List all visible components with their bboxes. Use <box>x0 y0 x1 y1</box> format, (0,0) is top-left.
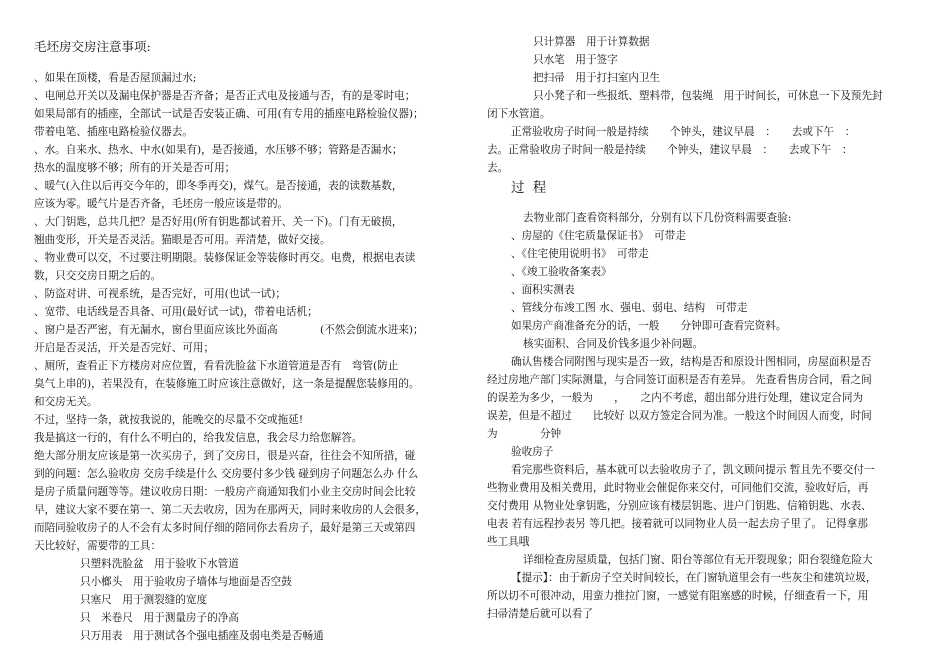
list-item: 、房屋的《住宅质量保证书》 可带走 <box>511 230 686 242</box>
list-item: 、管线分布竣工图 水、强电、弱电、结构 可带走 <box>511 302 748 314</box>
tool-item: 只万用表 用于测试各个强电插座及弱电类是否畅通 <box>80 630 324 642</box>
tool-item: 只塑料洗脸盆 用于验收下水管道 <box>80 558 239 570</box>
text-line: 是房子质量问题等等。建议收房日期：一般房产商通知我们小业主交房时间会比较 <box>34 486 416 498</box>
tool-item: 把扫帚 用于打扫室内卫生 <box>533 72 661 84</box>
text-line: 闭下水管道。 <box>487 108 551 120</box>
text-line: 不过，坚持一条，就按我说的，能晚交的尽量不交或拖延! <box>34 414 304 426</box>
text-line: 些工具哦 <box>487 536 530 548</box>
text-line: 为 分钟 <box>487 428 562 440</box>
text-line: 经过房地产部门实际测量，与合同签订面积是否有差异。 先查看售房合同，看之间 <box>487 374 872 386</box>
text-line: 数，只交交房日期之后的。 <box>34 270 162 282</box>
text-line: 天比较好，需要带的工具： <box>34 540 162 552</box>
text-line: 交付费用 从物业处拿钥匙，分别应该有楼层钥匙、进户门钥匙、信箱钥匙、水表、 <box>487 500 872 512</box>
text-line: 翘曲变形，开关是否灵活。猫眼是否可用。弄清楚，做好交接。 <box>34 234 331 246</box>
text-line: 开启是否灵活，开关是否完好、可用； <box>34 342 215 354</box>
text-line: 、厕所，查看正下方楼房对应位置，看看洗脸盆下水道管道是否有 弯管(防止 <box>34 360 399 372</box>
list-item: 、面积实测表 <box>511 284 575 296</box>
tool-item: 只水笔 用于签字 <box>533 54 618 66</box>
tool-item: 只塞尺 用于测裂缝的宽度 <box>80 594 208 606</box>
text-line: 如果房产商准备充分的话，一般 分钟即可查看完资料。 <box>511 320 787 332</box>
text-line: 所以切不可很冲动，用蛮力推拉门窗，一感觉有阻塞感的时候，仔细查看一下，用 <box>487 590 869 602</box>
text-line: 看完那些资料后，基本就可以去验收房子了，凯文顾问提示 暂且先不要交付一 <box>511 464 875 476</box>
text-line: 而陪同验收房子的人不会有太多时间仔细的陪同你去看房子，最好是第三天或第四 <box>34 522 416 534</box>
section-heading: 过 程 <box>511 180 549 196</box>
text-line: 去。正常验收房子时间一般是持续 个钟头，建议早晨 ： 去或下午 ： <box>487 144 853 156</box>
tool-item: 只计算器 用于计算数据 <box>533 36 650 48</box>
text-line: 、物业费可以交，不过要注明期限。装修保证金等装修时再交。电费，根据电表读 <box>34 252 416 264</box>
tool-item: 只 米卷尺 用于测量房子的净高 <box>80 612 239 624</box>
document-title: 毛坯房交房注意事项: <box>34 39 151 54</box>
tip-line: 【提示】：由于新房子空关时间较长，在门窗轨道里会有一些灰尘和建筑垃圾， <box>511 572 877 584</box>
text-line: 如果局部有的插座，全部试一试是否安装正确、可用(有专用的插座电路检验仪器)； <box>34 108 424 120</box>
text-line: 热水的温度够不够；所有的开关是否可用； <box>34 162 236 174</box>
text-line: 绝大部分朋友应该是第一次买房子，到了交房日，很是兴奋，往往会不知所措，碰 <box>34 450 416 462</box>
tool-item: 只小榔头 用于验收房子墙体与地面是否空鼓 <box>80 576 292 588</box>
text-line: 、电闸总开关以及漏电保护器是否齐备；是否正式电及接通与否，有的是零时电； <box>34 90 416 102</box>
text-line: 扫帚清楚后就可以看了 <box>487 608 593 620</box>
text-line: 正常验收房子时间一般是持续 个钟头，建议早晨 ： 去或下午 ： <box>511 126 856 138</box>
list-item: 、《住宅使用说明书》 可带走 <box>511 248 649 260</box>
text-line: 、大门钥匙，总共几把？是否好用(所有钥匙都试着开、关一下)。门有无破损， <box>34 216 403 228</box>
text-line: 、防盗对讲、可视系统，是否完好，可用(也试一试)； <box>34 288 286 300</box>
text-line: 、如果在顶楼，看是否屋顶漏过水; <box>34 72 197 84</box>
text-line: 些物业费用及相关费用，此时物业会催促你来交付，可同他们交流，验收好后，再 <box>487 482 869 494</box>
text-line: 、宽带、电话线是否具备、可用(最好试一试)，带着电话机； <box>34 306 318 318</box>
text-line: 验收房子 <box>511 446 554 458</box>
text-line: 核实面积、合同及价钱多退少补问题。 <box>523 338 704 350</box>
text-line: 确认售楼合同附图与现实是否一致，结构是否和原设计图相同，房屋面积是否 <box>511 356 872 368</box>
text-line: 应该为零。暖气片是否齐备，毛坯房一般应该是带的。 <box>34 198 289 210</box>
text-line: 误差，但是不超过 比较好 以双方签定合同为准。一般这个时间因人而变，时间 <box>487 410 872 422</box>
text-line: 的误差为多少，一般为 ， 之内不考虑，超出部分进行处理，建议定合同为 <box>487 392 864 404</box>
text-line: 我是搞这一行的，有什么不明白的，给我发信息，我会尽力给您解答。 <box>34 432 363 444</box>
text-line: 去物业部门查看资料部分，分别有以下几份资料需要查验: <box>523 212 792 224</box>
text-line: 和交房无关。 <box>34 396 98 408</box>
text-line: 只小凳子和一些报纸、塑料带，包装绳 用于时间长，可休息一下及预先封 <box>533 90 883 102</box>
text-line: 详细检查房屋质量，包括门窗、阳台等部位有无开裂现象；阳台裂缝危险大 <box>523 554 873 566</box>
list-item: 、《竣工验收备案表》 <box>511 266 612 278</box>
text-line: 、暖气(入住以后再交今年的，即冬季再交)，煤气。是否接通，表的读数基数， <box>34 180 403 192</box>
text-line: 电表 若有远程抄表另 等几把。接着就可以同物业人员一起去房子里了。 记得拿那 <box>487 518 868 530</box>
text-line: 去。 <box>487 162 509 174</box>
text-line: 、水。自来水、热水、中水(如果有)，是否接通，水压够不够；管路是否漏水； <box>34 144 403 156</box>
text-line: 到的问题：怎么验收房 交房手续是什么 交房要付多少钱 碰到房子问题怎么办 什么 <box>34 468 419 480</box>
text-line: 、窗户是否严密，有无漏水，窗台里面应该比外面高 (不然会倒流水进来)； <box>34 324 424 336</box>
text-line: 早，建议大家不要在第一、第二天去收房，因为在那两天，同时来收房的人会很多， <box>34 504 426 516</box>
text-line: 带着电笔、插座电路检验仪器去。 <box>34 126 193 138</box>
text-line: 臭气上串的)，若果没有，在装修施工时应该注意做好，这一条是提醒您装修用的。 <box>34 378 420 390</box>
